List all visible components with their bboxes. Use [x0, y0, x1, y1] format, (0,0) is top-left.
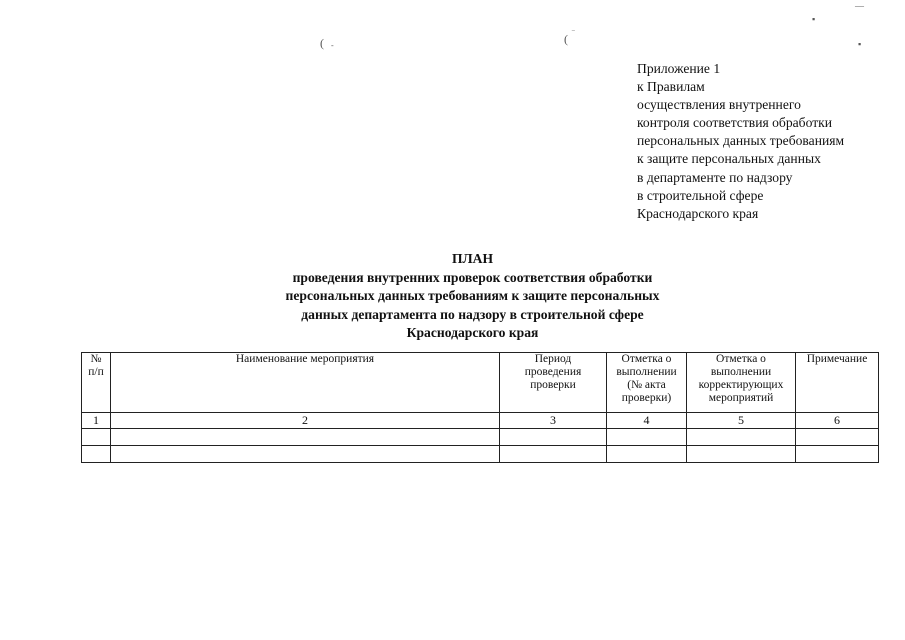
- appendix-line: персональных данных требованиям: [637, 133, 845, 149]
- appendix-line: к защите персональных данных: [637, 151, 821, 167]
- header-activity-name: Наименование мероприятия: [111, 353, 500, 413]
- scan-artifact: —: [855, 1, 864, 11]
- title-line: данных департамента по надзору в строительной сфере: [301, 306, 644, 322]
- table-cell: [82, 429, 111, 446]
- header-period: Период проведения проверки: [500, 353, 607, 413]
- header-completion-mark: Отметка о выполнении (№ акта проверки): [607, 353, 687, 413]
- appendix-line: в строительной сфере: [637, 187, 764, 203]
- plan-table: [81, 352, 879, 463]
- header-note: Примечание: [796, 353, 879, 413]
- title-line: проведения внутренних проверок соответствия обработки: [292, 269, 653, 285]
- column-number: 1: [82, 413, 111, 429]
- table-cell: [687, 429, 796, 446]
- column-number: 5: [687, 413, 796, 429]
- table-cell: [111, 446, 500, 463]
- document-title: [200, 250, 745, 343]
- scan-artifact: ▪: [812, 14, 816, 24]
- title-heading: ПЛАН: [451, 251, 494, 266]
- table-cell: [607, 446, 687, 463]
- table-row: [82, 446, 879, 463]
- scan-artifact: ‾: [572, 30, 575, 39]
- table-cell: [111, 429, 500, 446]
- table-cell: [796, 429, 879, 446]
- appendix-line: Краснодарского края: [637, 205, 759, 221]
- appendix-line: Приложение 1: [637, 61, 721, 76]
- table-cell: [500, 446, 607, 463]
- column-number: 6: [796, 413, 879, 429]
- title-line: Краснодарского края: [406, 325, 539, 340]
- table-cell: [687, 446, 796, 463]
- column-number: 4: [607, 413, 687, 429]
- appendix-line: контроля соответствия обработки: [637, 115, 833, 131]
- column-number: 2: [111, 413, 500, 429]
- table-header-row: [82, 353, 879, 413]
- table-cell: [607, 429, 687, 446]
- table-cell: [500, 429, 607, 446]
- scan-artifact: -: [331, 41, 334, 50]
- table-cell: [82, 446, 111, 463]
- appendix-line: в департаменте по надзору: [637, 169, 793, 185]
- scan-artifact: (: [320, 36, 324, 50]
- column-number: 3: [500, 413, 607, 429]
- appendix-line: осуществления внутреннего: [637, 97, 801, 113]
- table-cell: [796, 446, 879, 463]
- header-corrective-mark: Отметка о выполнении корректирующих мероприятий: [687, 353, 796, 413]
- table-row: [82, 429, 879, 446]
- scan-artifact: (: [564, 32, 568, 46]
- appendix-note: [637, 60, 887, 223]
- title-line: персональных данных требованиям к защите персональных: [285, 288, 660, 303]
- scan-artifact: ▪: [858, 39, 862, 49]
- appendix-line: к Правилам: [637, 79, 705, 95]
- header-number: № п/п: [82, 353, 111, 413]
- column-number-row: [82, 413, 879, 429]
